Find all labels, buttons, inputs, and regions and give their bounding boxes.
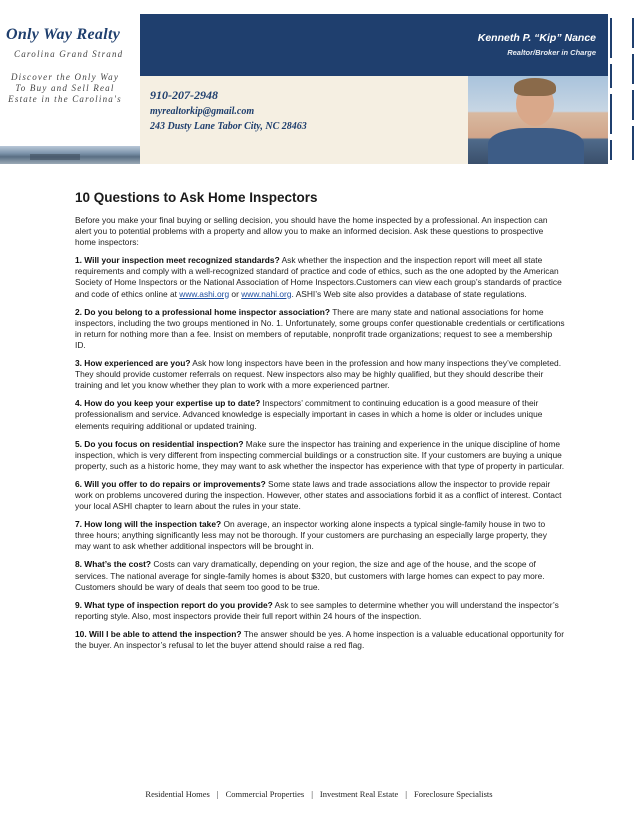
contact-address: 243 Dusty Lane Tabor City, NC 28463 (150, 121, 307, 132)
decor-bar (610, 140, 612, 160)
decor-bar (610, 94, 612, 134)
question-heading: 8. What’s the cost? (75, 559, 152, 570)
question-heading: 10. Will I be able to attend the inspection? (75, 628, 242, 639)
question-answer: Ask to see samples to determine whether you will understand the inspector’s reporting style. Also, most inspectors provide their full report within 24 hours of the inspection. (75, 599, 559, 621)
agent-photo-hair (514, 78, 556, 96)
question-heading: 6. Will you offer to do repairs or improvements? (75, 478, 266, 489)
footer-separator: | (405, 789, 407, 799)
question-answer: Costs can vary dramatically, depending on your region, the size and age of the house, and the scope of services. The national average for single-family homes is about $320, but customers with large homes can expect to pay more. Customers should be wary of deals that seem too good to be true. (75, 559, 545, 592)
footer-separator: | (311, 789, 313, 799)
footer-separator: | (216, 789, 219, 799)
question-heading: 3. How experienced are you? (75, 358, 191, 369)
question-answer: Some state laws and trade associations allow the inspector to provide repair work on problems uncovered during the inspection. However, other states and associations forbid it as a conflict of interest. Contact your local ASHI chapter to learn about the rules in your state. (75, 478, 562, 512)
question-8 (75, 559, 565, 592)
navy-banner (140, 14, 608, 76)
ashi-link[interactable]: www.ashi.org (179, 288, 230, 299)
agent-photo (468, 76, 608, 164)
footer-commercial-properties: Commercial Properties (225, 789, 305, 799)
decor-bar (632, 18, 634, 48)
decor-bar (632, 54, 634, 84)
question-6 (75, 479, 565, 512)
agent-photo-shirt (488, 128, 584, 164)
question-answer: There are many state and national associations for home inspectors, including the two groups mentioned in No. 1. Unfortunately, some groups confer questionable credentials or certifications in return for nothing more than a fee. Insist on members of reputable, nonprofit trade organizations; request to see a membership ID. (75, 306, 565, 350)
footer-residential-homes: Residential Homes (145, 789, 210, 799)
question-2 (75, 307, 565, 351)
question-answer: On average, an inspector working alone inspects a typical single-family house in two to three hours; anything significantly less may not be thorough. If your customers are purchasing an especially large property, they may want to ask whether additional inspectors will be brought in. (75, 519, 547, 552)
question-answer-connector: or (229, 288, 242, 299)
nahi-link[interactable]: www.nahi.org (241, 288, 292, 299)
brand-subtitle: Carolina Grand Strand (14, 49, 124, 59)
question-heading: 2. Do you belong to a professional home inspector association? (75, 306, 331, 317)
question-5 (75, 439, 565, 472)
question-answer: Inspectors’ commitment to continuing education is a good measure of their professionalism and service. Advanced knowledge is especially important in cases in which a home is older or includes unique elements requiring additional or updated training. (75, 398, 543, 431)
contact-email[interactable]: myrealtorkip@gmail.com (150, 106, 255, 117)
question-7 (75, 519, 565, 552)
question-3 (75, 358, 565, 391)
brand-tagline: Discover the Only Way To Buy and Sell Real Estate in the Carolina's (8, 72, 122, 104)
decor-bar (610, 64, 612, 88)
agent-name: Kenneth P. “Kip” Nance (477, 32, 596, 44)
brand-name: Only Way Realty (6, 26, 121, 43)
footer-investment-real-estate: Investment Real Estate (319, 789, 399, 799)
question-heading: 7. How long will the inspection take? (75, 519, 222, 530)
decor-bar (632, 126, 634, 160)
question-heading: 5. Do you focus on residential inspection? (75, 438, 244, 449)
question-heading: 1. Will your inspection meet recognized standards? (75, 255, 280, 266)
contact-info (150, 86, 307, 134)
question-answer: Make sure the inspector has training and experience in the unique discipline of home inspection, which is very different from inspecting commercial buildings or a construction site. If your customers are buying a unique property, such as a historic home, they may want to ask whether the inspector has experience with that type of property in particular. (75, 438, 565, 471)
article-title: 10 Questions to Ask Home Inspectors (75, 190, 318, 205)
question-answer: Ask whether the inspection and the inspection report will meet all state requirements and comply with a well-recognized standard of practice and code of ethics, such as the one adopted by the American Society of Home Inspectors or the National Association of Home Inspectors.Customers can view each group’s standards of practice and code of ethics online at (75, 255, 562, 299)
question-9 (75, 600, 565, 622)
decor-bar (632, 90, 634, 120)
article-intro: Before you make your final buying or selling decision, you should have the home inspected by a professional. An inspection can alert you to potential problems with a property and allow you to make an informed decision. Ask these questions to prospective home inspectors: (75, 215, 548, 248)
question-10 (75, 629, 565, 651)
letterhead (0, 14, 638, 164)
question-1 (75, 255, 565, 299)
question-4 (75, 398, 565, 431)
footer-foreclosure-specialists: Foreclosure Specialists (413, 789, 493, 799)
agent-title: Realtor/Broker in Charge (507, 48, 596, 57)
contact-phone: 910-207-2948 (150, 88, 218, 102)
article (75, 190, 565, 658)
beach-photo-strip (0, 146, 140, 164)
question-answer: The answer should be yes. A home inspection is a valuable educational opportunity for the buyer. An inspector’s refusal to let the buyer attend should raise a red flag. (75, 628, 565, 650)
decor-bar (610, 18, 612, 58)
question-answer: Ask how long inspectors have been in the profession and how many inspections they’ve completed. They should provide customer referrals on request. New inspectors also may be highly qualified, but they should describe their training and let you know whether they plan to work with a more experienced partner. (75, 358, 562, 391)
footer-services (0, 789, 638, 799)
brand-panel (0, 14, 140, 164)
decorative-bars (608, 14, 638, 164)
question-heading: 4. How do you keep your expertise up to date? (75, 398, 261, 409)
question-answer-end: . ASHI’s Web site also provides a database of state regulations. (291, 288, 527, 299)
question-heading: 9. What type of inspection report do you provide? (75, 599, 273, 610)
